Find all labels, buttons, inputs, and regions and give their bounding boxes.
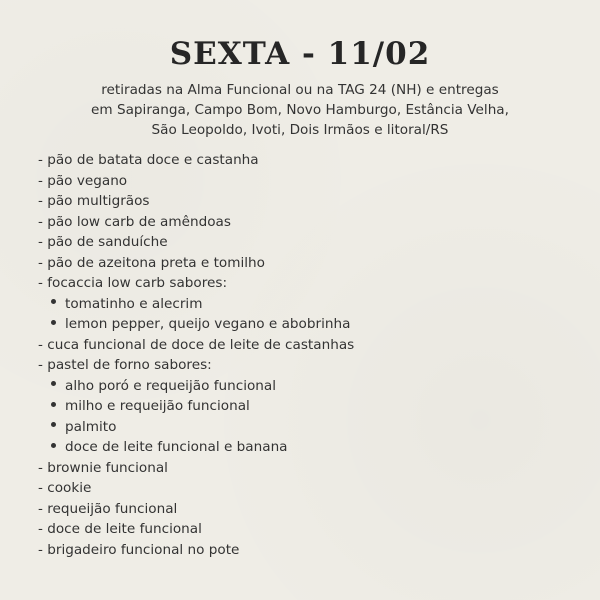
list-item xyxy=(38,335,578,356)
list-item-text: - pão low carb de amêndoas xyxy=(38,213,231,230)
bullet-icon xyxy=(51,402,56,407)
list-item-text: - pastel de forno sabores: xyxy=(38,357,212,373)
bullet-icon xyxy=(51,381,56,386)
sub-list-item xyxy=(38,376,578,397)
list-item xyxy=(38,150,578,171)
list-item-text: - doce de leite funcional xyxy=(38,521,202,537)
list-item-text: - cookie xyxy=(38,480,92,496)
list-item-text: - pão de sanduíche xyxy=(38,234,168,250)
bullet-icon xyxy=(51,299,56,304)
list-item xyxy=(38,273,578,294)
bullet-icon xyxy=(51,443,56,448)
list-item xyxy=(38,519,578,540)
list-item-text: - pão multigrãos xyxy=(38,193,150,209)
bullet-icon xyxy=(51,422,56,427)
list-item xyxy=(38,540,578,561)
list-item-text: tomatinho e alecrim xyxy=(65,295,203,312)
delivery-info-line: São Leopoldo, Ivoti, Dois Irmãos e litoral/RS xyxy=(151,122,449,138)
list-item xyxy=(38,478,578,499)
sub-list-item xyxy=(38,437,578,458)
bullet-icon xyxy=(51,320,56,325)
sub-list-item xyxy=(38,396,578,417)
delivery-info xyxy=(60,80,540,140)
delivery-info-line: em Sapiranga, Campo Bom, Novo Hamburgo, Estância Velha, xyxy=(91,102,509,118)
sub-list-item xyxy=(38,314,578,335)
list-item-text: - brownie funcional xyxy=(38,459,168,476)
list-item xyxy=(38,499,578,520)
list-item xyxy=(38,458,578,479)
list-item-text: - cuca funcional de doce de leite de castanhas xyxy=(38,336,355,353)
list-item-text: - brigadeiro funcional no pote xyxy=(38,541,240,558)
list-item-text: - pão de batata doce e castanha xyxy=(38,152,259,168)
sub-list-item xyxy=(38,294,578,315)
list-item xyxy=(38,232,578,253)
list-item-text: - pão vegano xyxy=(38,172,128,189)
delivery-info-line: retiradas na Alma Funcional ou na TAG 24 (NH) e entregas xyxy=(101,82,499,98)
list-item xyxy=(38,212,578,233)
list-item-text: - focaccia low carb sabores: xyxy=(38,275,228,291)
list-item-text: - requeijão funcional xyxy=(38,500,178,517)
list-item xyxy=(38,253,578,274)
list-item-text: milho e requeijão funcional xyxy=(65,398,250,414)
list-item xyxy=(38,191,578,212)
list-item-text: doce de leite funcional e banana xyxy=(65,439,288,455)
product-list xyxy=(38,150,578,560)
list-item-text: alho poró e requeijão funcional xyxy=(65,377,277,394)
sub-list-item xyxy=(38,417,578,438)
list-item-text: lemon pepper, queijo vegano e abobrinha xyxy=(65,316,351,332)
list-item xyxy=(38,355,578,376)
list-item xyxy=(38,171,578,192)
list-item-text: - pão de azeitona preta e tomilho xyxy=(38,254,265,271)
list-item-text: palmito xyxy=(65,418,117,435)
page-title: SEXTA - 11/02 xyxy=(169,36,431,72)
